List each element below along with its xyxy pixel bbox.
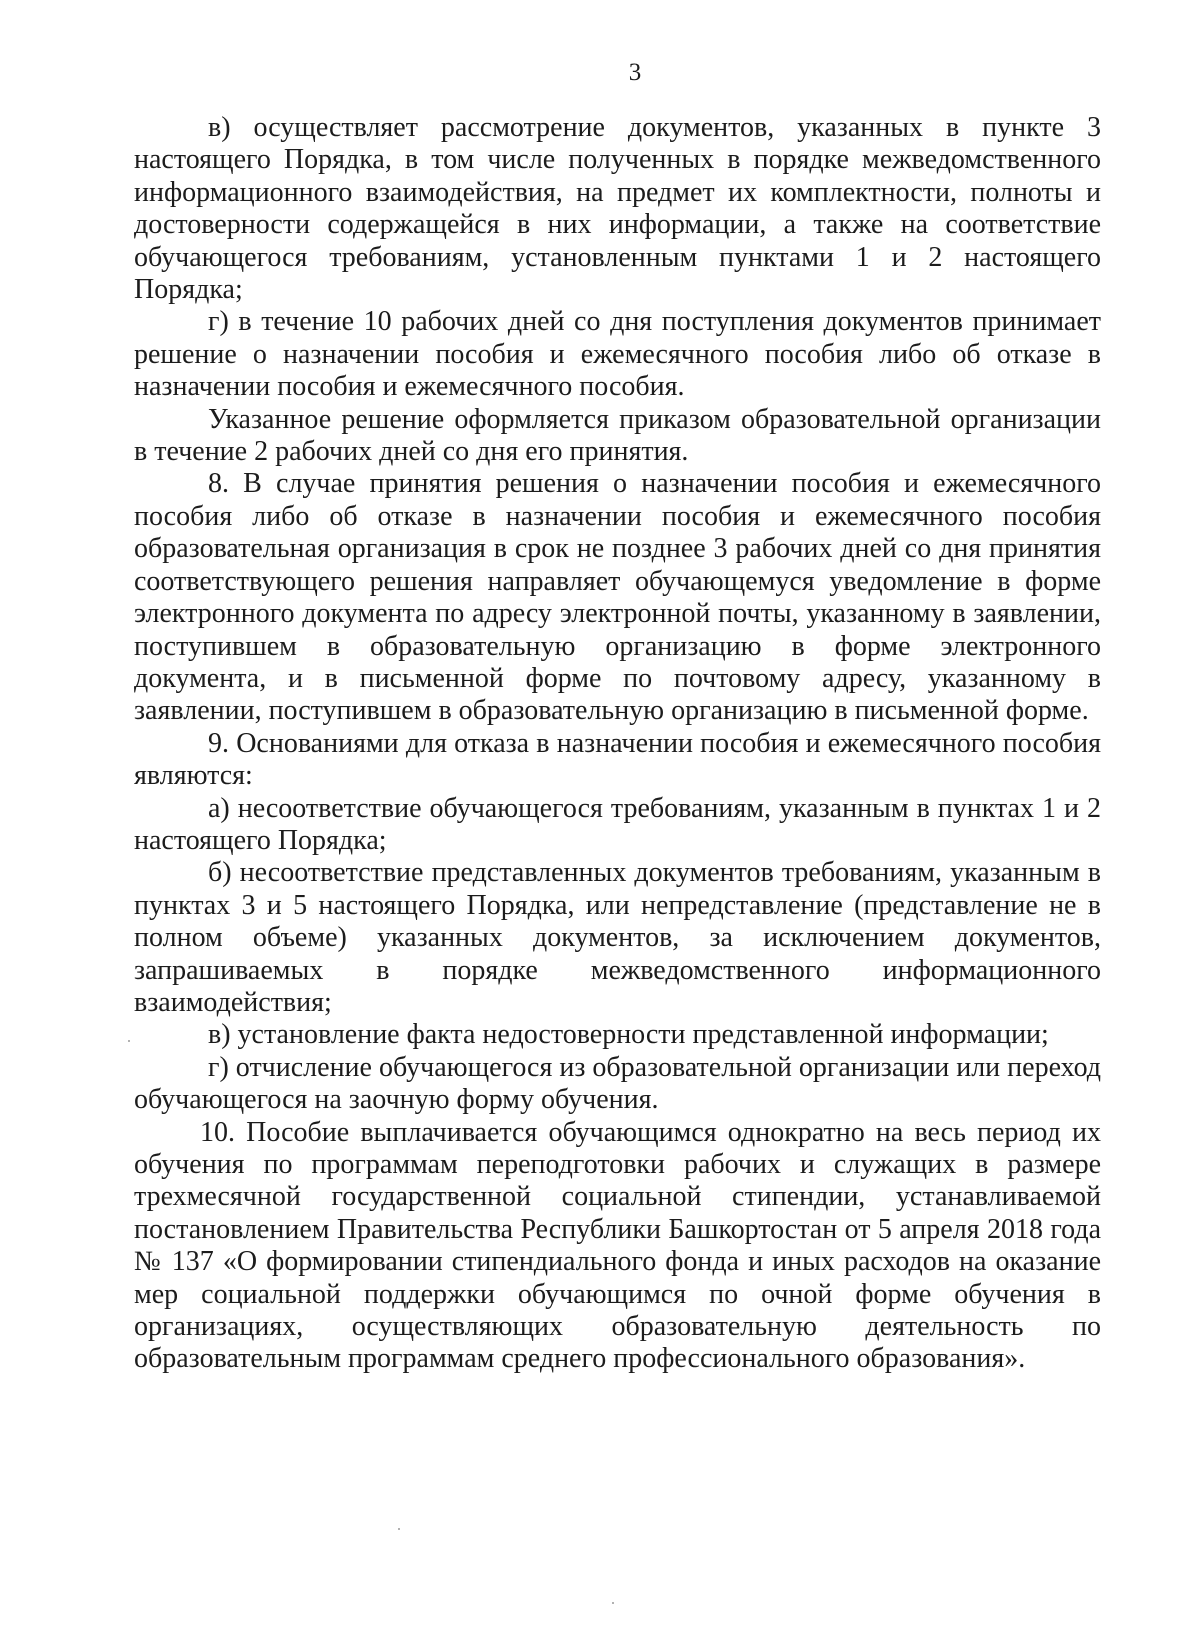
paragraph-clause-9: 9. Основаниями для отказа в назначении пособия и ежемесячного пособия являются: (134, 727, 1101, 792)
paragraph-decision-order: Указанное решение оформляется приказом образовательной организации в течение 2 рабочих дней со дня его принятия. (134, 403, 1101, 468)
paragraph-clause-9-b: б) несоответствие представленных документов требованиям, указанным в пунктах 3 и 5 настоящего Порядка, или непредставление (представление не в полном объеме) указанных документов, за исключением документов, запрашиваемых в порядке межведомственного информационного взаимодействия; (134, 857, 1101, 1018)
paragraph-clause-9-g: г) отчисление обучающегося из образовательной организации или переход обучающегося на заочную форму обучения. (134, 1051, 1102, 1116)
page-number: 3 (628, 59, 642, 86)
paragraph-clause-8: 8. В случае принятия решения о назначении пособия и ежемесячного пособия либо об отказе в назначении пособия и ежемесячного пособия образовательная организация в срок не позднее 3 рабочих дней со дня принятия соответствующего решения направляет обучающемуся уведомление в форме электронного документа по адресу электронной почты, указанному в заявлении, поступившем в образовательную организацию в форме электронного документа, и в письменной форме по почтовому адресу, указанному в заявлении, поступившем в образовательную организацию в письменной форме. (134, 468, 1101, 727)
scan-speck (612, 1602, 614, 1604)
paragraph-item-g: г) в течение 10 рабочих дней со дня поступления документов принимает решение о назначении пособия и ежемесячного пособия либо об отказе в назначении пособия и ежемесячного пособия. (134, 306, 1101, 403)
document-body (134, 112, 1101, 1376)
scan-speck (398, 1528, 400, 1530)
paragraph-clause-9-v: в) установление факта недостоверности представленной информации; (208, 1019, 1049, 1051)
scan-speck (128, 1040, 130, 1042)
paragraph-item-v: в) осуществляет рассмотрение документов, указанных в пункте 3 настоящего Порядка, в том числе полученных в порядке межведомственного информационного взаимодействия, на предмет их комплектности, полноты и достоверности содержащейся в них информации, а также на соответствие обучающегося требованиям, установленным пунктами 1 и 2 настоящего Порядка; (134, 112, 1101, 306)
paragraph-clause-9-a: а) несоответствие обучающегося требованиям, указанным в пунктах 1 и 2 настоящего Порядка; (134, 792, 1101, 856)
paragraph-clause-10: 10. Пособие выплачивается обучающимся однократно на весь период их обучения по программам переподготовки рабочих и служащих в размере трехмесячной государственной социальной стипендии, устанавливаемой постановлением Правительства Республики Башкортостан от 5 апреля 2018 года № 137 «О формировании стипендиального фонда и иных расходов на оказание мер социальной поддержки обучающимся по очной форме обучения в организациях, осуществляющих образовательную деятельность по образовательным программам среднего профессионального образования». (134, 1116, 1101, 1375)
